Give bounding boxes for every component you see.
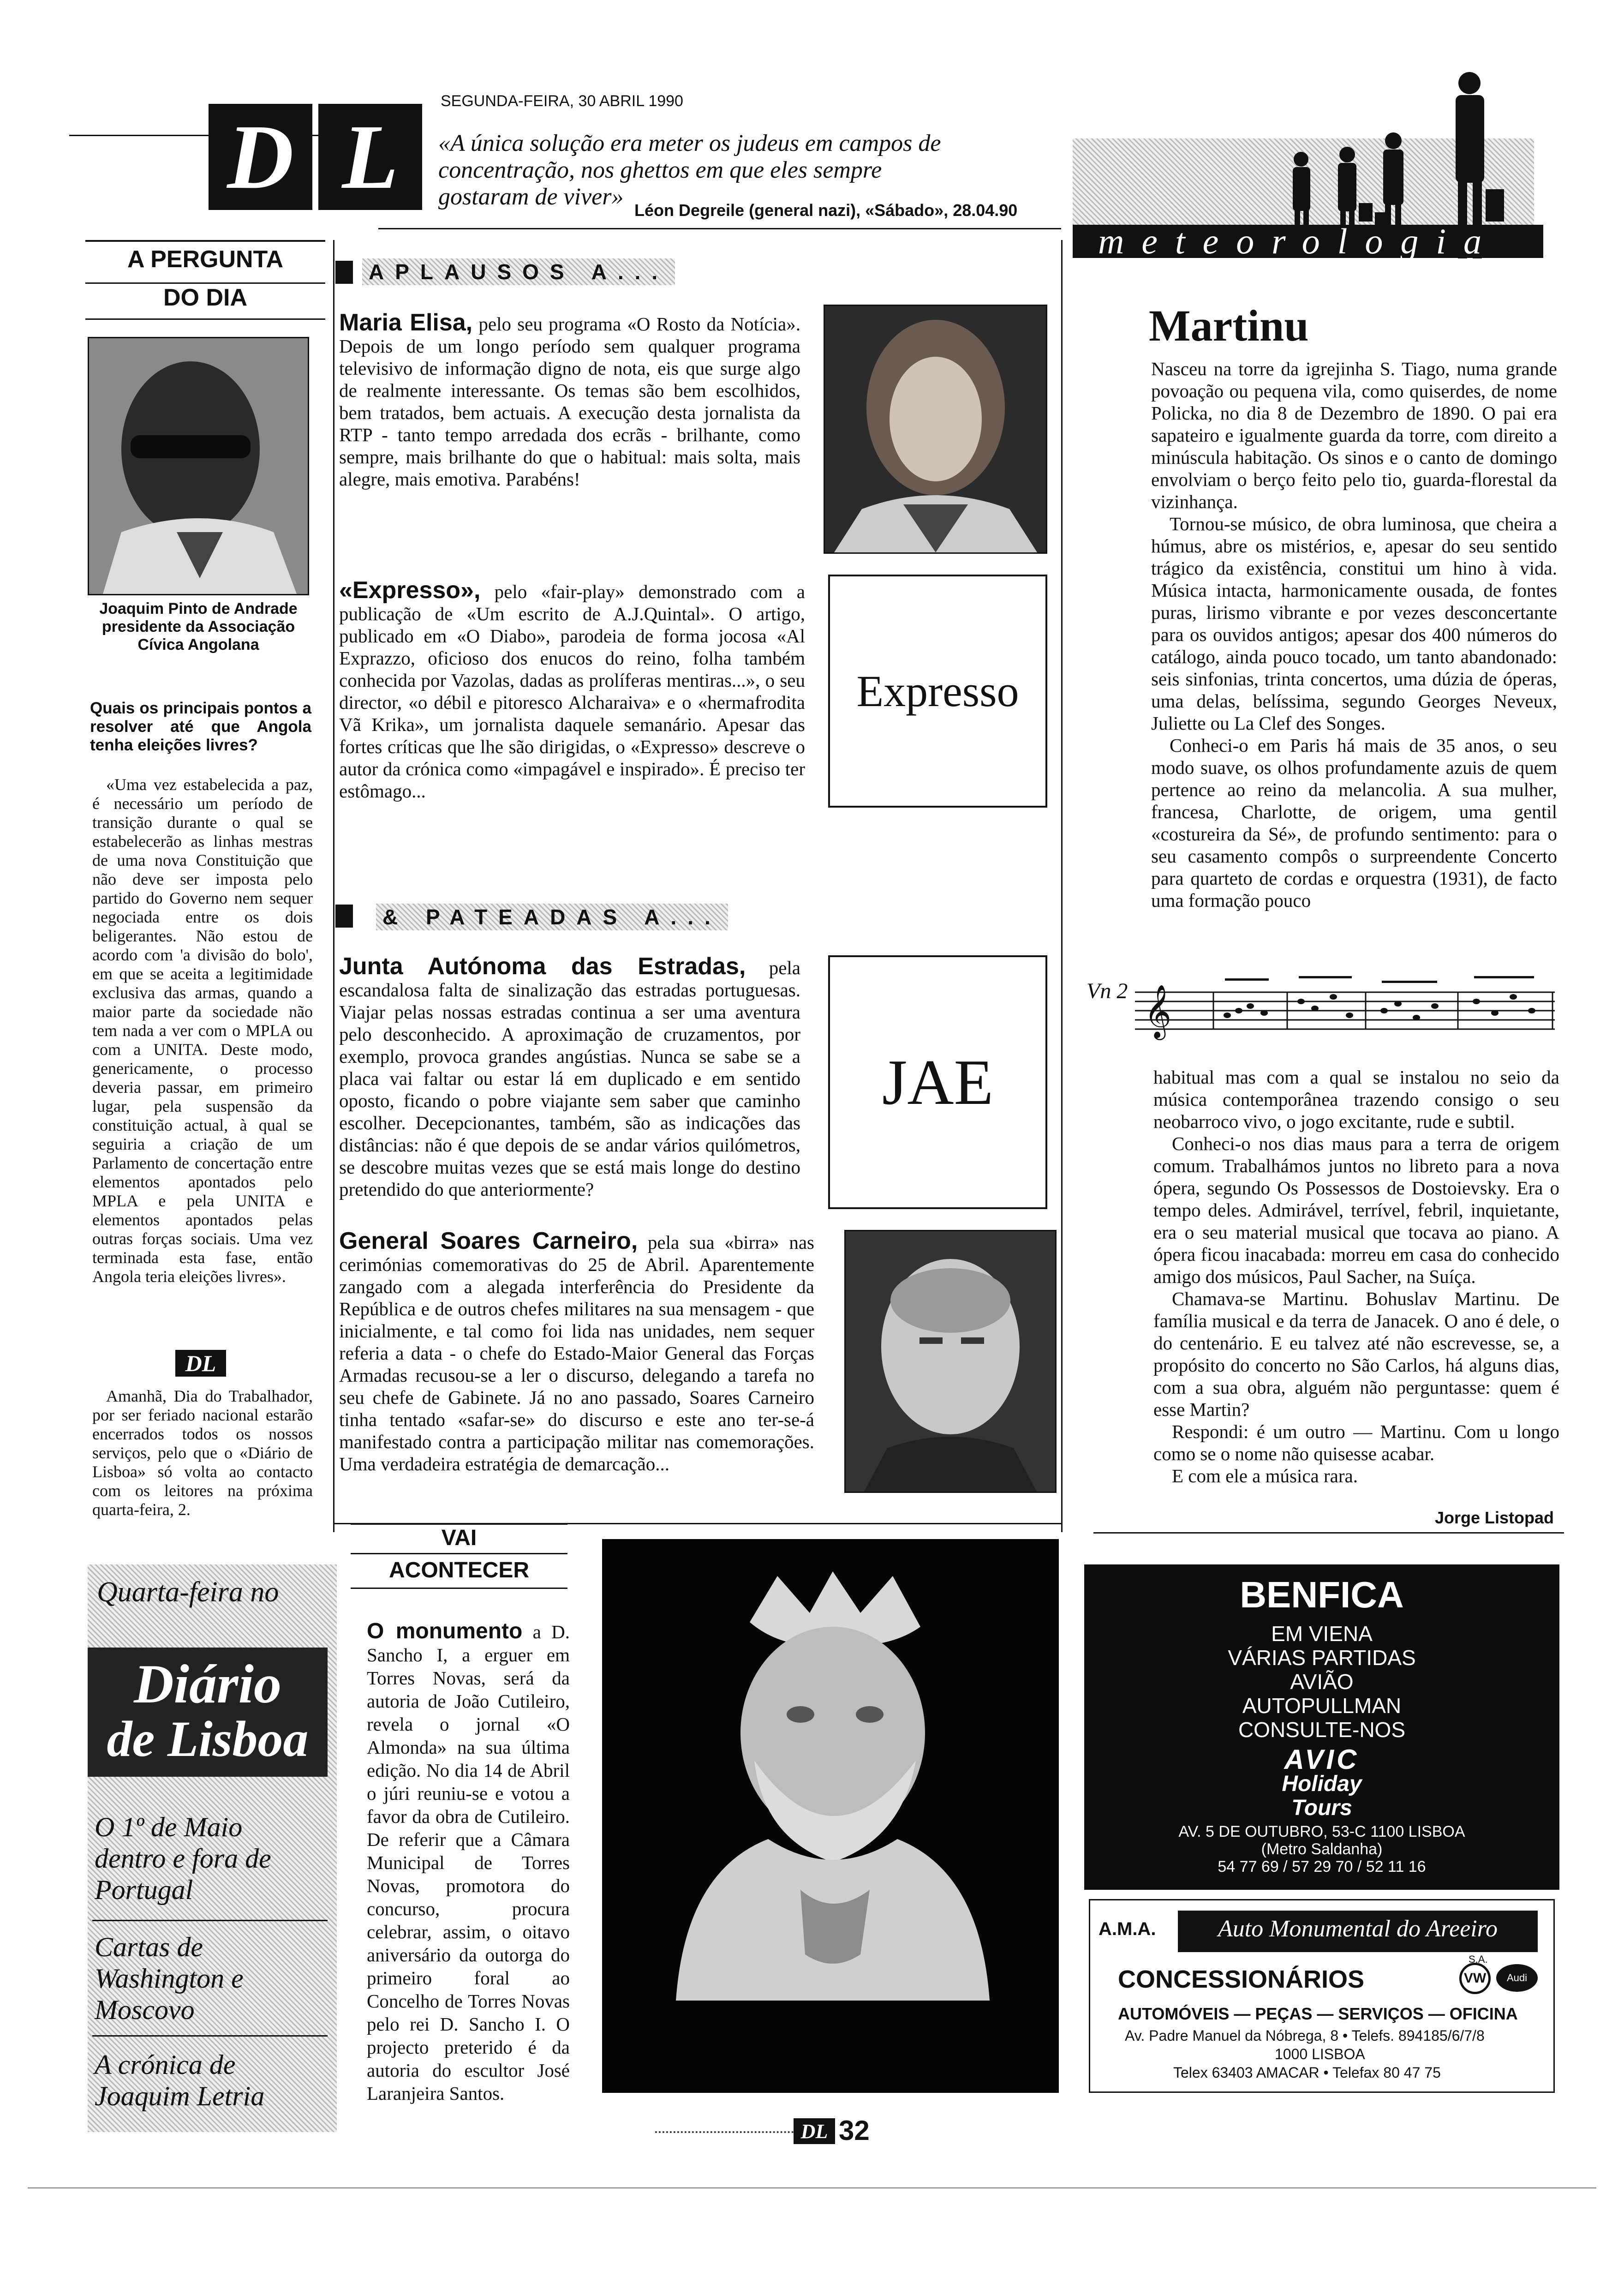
promo-header: Quarta-feira no [97,1576,279,1608]
holiday-notice: Amanhã, Dia do Trabalhador, por ser feriado nacional estarão encerrados todos os nossos serviços, pelo que o «Diário de Lisboa» só volta ao contacto com os leitores na próxima quarta-feira, 2. [92,1387,313,1519]
meteorologia-title: meteorologia [1098,221,1499,261]
aplausos-item-2 [339,579,805,802]
vai-mid-rule [351,1553,567,1554]
footer-dl-logo: DL [794,2118,835,2144]
music-score-label: Vn 2 [1087,979,1128,1003]
martinu-column-1 [1151,358,1557,911]
footer-rule [28,2187,1596,2188]
middle-left-rule [333,240,334,1532]
pateadas-item-2 [339,1230,814,1475]
ad-tours-logo: Tours [1291,1796,1352,1820]
vai-acontecer-lead: O monumento [367,1619,523,1643]
vai-title-2: ACONTECER [388,1558,529,1582]
pateadas-item-1-text: pela escandalosa falta de sinalização das estradas portuguesas. Viajar pelas nossas estradas continua a ser uma aventura pelo desconhecido. A aproximação de cruzamentos, por exemplo, provoca grandes angústias. Nunca se sabe se a placa vai faltar ou estar lá em duplicado e em sentido oposto, ficando o pobre viajante sem saber que caminho escolher. Decepcionantes, também, são as indicações das distâncias: não é que depois de se andar vários quilómetros, se descobre muitas vezes que se está mais longe do destino pretendido do que anteriormente? [339,957,801,1200]
photo-soares-carneiro [844,1230,1057,1493]
ad-ama-telex: Telex 63403 AMACAR • Telefax 80 47 75 [1173,2064,1441,2081]
aplausos-item-1 [339,309,801,490]
pergunta-title-bottom-rule [85,318,325,320]
vai-bottom-rule [351,1588,567,1589]
martinu-para-5: Conheci-o nos dias maus para a terra de origem comum. Trabalhámos juntos no libreto para a nova ópera, segundo Os Possessos de Dostoievsky. Era o tempo deles. Admirável, terrível, febril, inquietante, era o seu material musical que tocava ao piano. A ópera ficou inacabada: morreu em casa do conhecido amigo dos músicos, Paul Sacher, na Suíça. [1153,1133,1559,1287]
promo-rule-1 [92,1920,328,1921]
page-number: 32 [839,2115,870,2146]
paper-name-line1: Diário [133,1653,282,1714]
aplausos-item-2-title: «Expresso», [339,577,481,604]
pateadas-item-2-text: pela sua «birra» nas cerimónias comemorativas do 25 de Abril. Aparentemente zangado com a alegada interferência do Presidente da República e de outros chefes militares na sua mensagem - que inicialmente, e tal como foi lida nas unidades, nem sequer referia a data - o chefe do Estado-Maior General das Forças Armadas recusou-se a ler o discurso, delegando a tarefa no seu chefe de Gabinete. Já no ano passado, Soares Carneiro tinha tentado «safar-se» do discurso e este ano ter-se-á manifestado contra a participação militar nas comemorações. Uma verdadeira estratégia de demarcação... [339,1232,814,1474]
martinu-bottom-rule [1093,1532,1564,1534]
martinu-para-1: Nasceu na torre da igrejinha S. Tiago, numa grande povoação ou pequena vila, como quiserdes, de nome Policka, no dia 8 de Dezembro de 1890. O pai era sapateiro e igualmente guarda da torre, com direito a minúscula habitação. Os sinos e o canto de domingo envolviam o berço feito pelo tio, guarda-florestal da vizinhança. [1151,358,1557,512]
issue-date: SEGUNDA-FEIRA, 30 ABRIL 1990 [441,92,683,110]
ad-ama-abbr: A.M.A. [1099,1919,1156,1939]
photo-maria-elisa [824,305,1047,554]
promo-item-2: Cartas de Washington e Moscovo [95,1932,244,2025]
ad-ama-city: 1000 LISBOA [1275,2046,1365,2062]
dl-logo-d: D [209,104,312,210]
pateadas-square [335,905,353,928]
martinu-para-4: habitual mas com a qual se instalou no seio da música contemporânea trazendo consigo o seu neobarroco vivo, o jogo excitante, rude e subtil. [1153,1067,1559,1132]
martinu-para-6: Chamava-se Martinu. Bohuslav Martinu. De família musical e da terra de Janacek. O ano é dele, o do centenário. E eu talvez até não escrevesse, se, a propósito do concerto no São Carlos, há alguns dias, com a sua obra, alguém não perguntasse: quem é esse Martin? [1153,1288,1559,1420]
pergunta-title-2: DO DIA [163,284,247,311]
dl-logo-l: L [318,104,422,210]
ad-ama-sa: S.A. [1469,1953,1488,1965]
ad-ama-name: Auto Monumental do Areeiro [1218,1916,1498,1942]
ad-ama-services: AUTOMÓVEIS — PEÇAS — SERVIÇOS — OFICINA [1118,2004,1518,2023]
answer: «Uma vez estabelecida a paz, é necessário um período de transição durante o qual se estabelecerão as linhas mestras de uma nova Constituição que não deve ser imposta pelo partido do Governo nem sequer negociada entre os dois beligerantes. Não estou de acordo com 'a divisão do bolo', em que se aceita a legitimidade exclusiva das armas, quando a maior parte da sociedade não tem nada a ver com o MPLA ou com a UNITA. Deste modo, genericamente, o processo deveria passar, em primeiro lugar, pela suspensão da constituição actual, à qual se seguiria a criação de um Parlamento de concertação entre elementos apontados pelo MPLA e pela UNITA e elementos apontados pelas outras forças sociais. Uma vez terminada esta fase, então Angola teria eleições livres». [92,775,313,1286]
ad-benfica-line-5: CONSULTE-NOS [1238,1718,1406,1742]
paper-name-line2: de Lisboa [107,1711,309,1767]
ad-benfica-line-2: VÁRIAS PARTIDAS [1228,1646,1416,1670]
ad-ama-address: Av. Padre Manuel da Nóbrega, 8 • Telefs. 894185/6/7/8 [1125,2027,1485,2044]
aplausos-item-2-text: pelo «fair-play» demonstrado com a publicação de «Um escrito de A.J.Quintal». O artigo, publicado em «O Diabo», parodeia de forma jocosa «Al Exprazzo, oficioso dos enucos do reino, folha também conhecida por Vazolas, dadas as prolíferas mentiras...», o seu director, «o débil e pitoresco Alcharaiva» e o «hermafrodita Vã Krika», um jornalista daquele semanário. Apesar das fortes críticas que lhe são dirigidas, o «Expresso» descreve o autor da crónica como «impagável e inspirado». É preciso ter estômago... [339,581,805,802]
audi-logo-icon: Audi [1496,1964,1538,1992]
expresso-box [828,575,1047,808]
pateadas-item-1-title: Junta Autónoma das Estradas, [339,953,746,980]
martinu-column-2 [1153,1066,1559,1487]
music-score [1084,960,1559,1048]
vai-acontecer-body: a D. Sancho I, a erguer em Torres Novas, será da autoria de João Cutileiro, revela o jornal «O Almonda» na sua última edição. No dia 14 de Abril o júri reuniu-se e votou a favor da obra de Cutileiro. De referir que a Câmara Municipal de Torres Novas, promotora do concurso, procura celebrar, assim, o oitavo aniversário da outorga do primeiro foral ao Concelho de Torres Novas pelo rei D. Sancho I. O projecto preterido é da autoria do escultor José Laranjeira Santos. [367,1621,570,2104]
vai-title-1: VAI [441,1526,477,1550]
masthead-quote: «A única solução era meter os judeus em campos de concentração, nos ghettos em que eles sempre gostaram de viver» [438,130,941,210]
ad-ama [1089,1899,1555,2093]
martinu-author: Jorge Listopad [1435,1508,1554,1527]
masthead-bottom-rule [378,228,1061,229]
pergunta-title-1: A PERGUNTA [127,246,283,273]
martinu-para-2: Tornou-se músico, de obra luminosa, que cheira a húmus, abre os mistérios, e, apesar do seu sentido trágico da existência, constitui um hino à vida. Música intacta, harmonicamente ousada, de fontes puras, lirismo vibrante e por vezes desconcertante para os ouvidos antigos; apesar dos 400 números do catálogo, ainda pouco tocado, um tanto abandonado: seis sinfonias, trinta concertos, uma dúzia de óperas, uma delas, belíssima, segundo Georges Neveux, Juliette ou La Clef des Songes. [1151,513,1557,734]
pergunta-top-rule [85,240,325,242]
quote-attribution: Léon Degreile (general nazi), «Sábado», 28.04.90 [634,201,1018,220]
ad-ama-title: CONCESSIONÁRIOS [1118,1965,1365,1993]
aplausos-square [335,261,353,284]
photo-joaquim-pinto-de-andrade [88,337,309,595]
martinu-para-3: Conheci-o em Paris há mais de 35 anos, o seu modo suave, os olhos profundamente azuis de quem pertence ao reino da melancolia. A sua mulher, francesa, Charlotte, de origem, uma gentil «costureira da Sé», de profundo sentimento: para o seu casamento compôs o surpreendente Concerto para quarteto de cordas e orquestra (1931), de facto uma formação pouco [1151,735,1557,911]
ad-holiday-logo: Holiday [1282,1772,1362,1796]
footer-dotted-rule [655,2131,794,2133]
middle-right-rule [1061,240,1063,1532]
martinu-para-8: E com ele a música rara. [1172,1465,1358,1486]
aplausos-item-1-text: pelo seu programa «O Rosto da Notícia». Depois de um longo período sem qualquer programa televisivo de informação digno de nota, eis que surge algo de realmente interessante. Os temas são bem escolhidos, bem tratados, bem actuais. A execução desta jornalista da RTP - tanto tempo arredada dos ecrãs - brilhante, como sempre, mais brilhante do que o habitual: mais solta, mais alegre, mais emotiva. Parabéns! [339,313,801,490]
martinu-title: Martinu [1149,301,1309,350]
promo-item-1: O 1º de Maio dentro e fora de Portugal [95,1812,271,1905]
vai-acontecer-text [367,1620,570,2105]
ad-benfica-address: AV. 5 DE OUTUBRO, 53-C 1100 LISBOA [1178,1823,1465,1840]
dl-mini-logo: DL [175,1350,226,1377]
jae-box [828,955,1047,1209]
svg-text:𝄞: 𝄞 [1144,984,1172,1038]
vai-top-rule [351,1523,567,1525]
ad-benfica-line-4: AUTOPULLMAN [1242,1694,1402,1718]
ad-avic-logo: AVIC [1284,1744,1360,1775]
ad-benfica-line-3: AVIÃO [1290,1670,1354,1694]
pateadas-item-1 [339,955,800,1200]
pateadas-header: & PATEADAS A... [376,904,728,930]
person-caption: Joaquim Pinto de Andrade presidente da Associação Cívica Angolana [99,600,298,653]
photo-sancho-sculpture [602,1539,1059,2093]
ad-benfica-title: BENFICA [1240,1574,1404,1615]
jae-box-label: JAE [882,1046,994,1118]
promo-item-3: A crónica de Joaquim Letria [95,2049,265,2111]
aplausos-header: APLAUSOS A... [362,258,675,285]
aplausos-item-1-title: Maria Elisa, [339,309,473,336]
promo-rule-2 [92,2035,328,2037]
martinu-para-7: Respondi: é um outro — Martinu. Com u longo como se o nome não quisesse acabar. [1153,1421,1559,1464]
vw-logo-icon: VW [1459,1963,1491,1994]
expresso-box-label: Expresso [856,666,1019,716]
ad-benfica [1084,1564,1559,1890]
ad-benfica-line-1: EM VIENA [1271,1622,1373,1646]
question: Quais os principais pontos a resolver até que Angola tenha eleições livres? [90,699,311,754]
ad-benfica-metro: (Metro Saldanha) [1261,1840,1383,1858]
ad-benfica-phones: 54 77 69 / 57 29 70 / 52 11 16 [1218,1858,1426,1876]
pateadas-item-2-title: General Soares Carneiro, [339,1228,638,1254]
